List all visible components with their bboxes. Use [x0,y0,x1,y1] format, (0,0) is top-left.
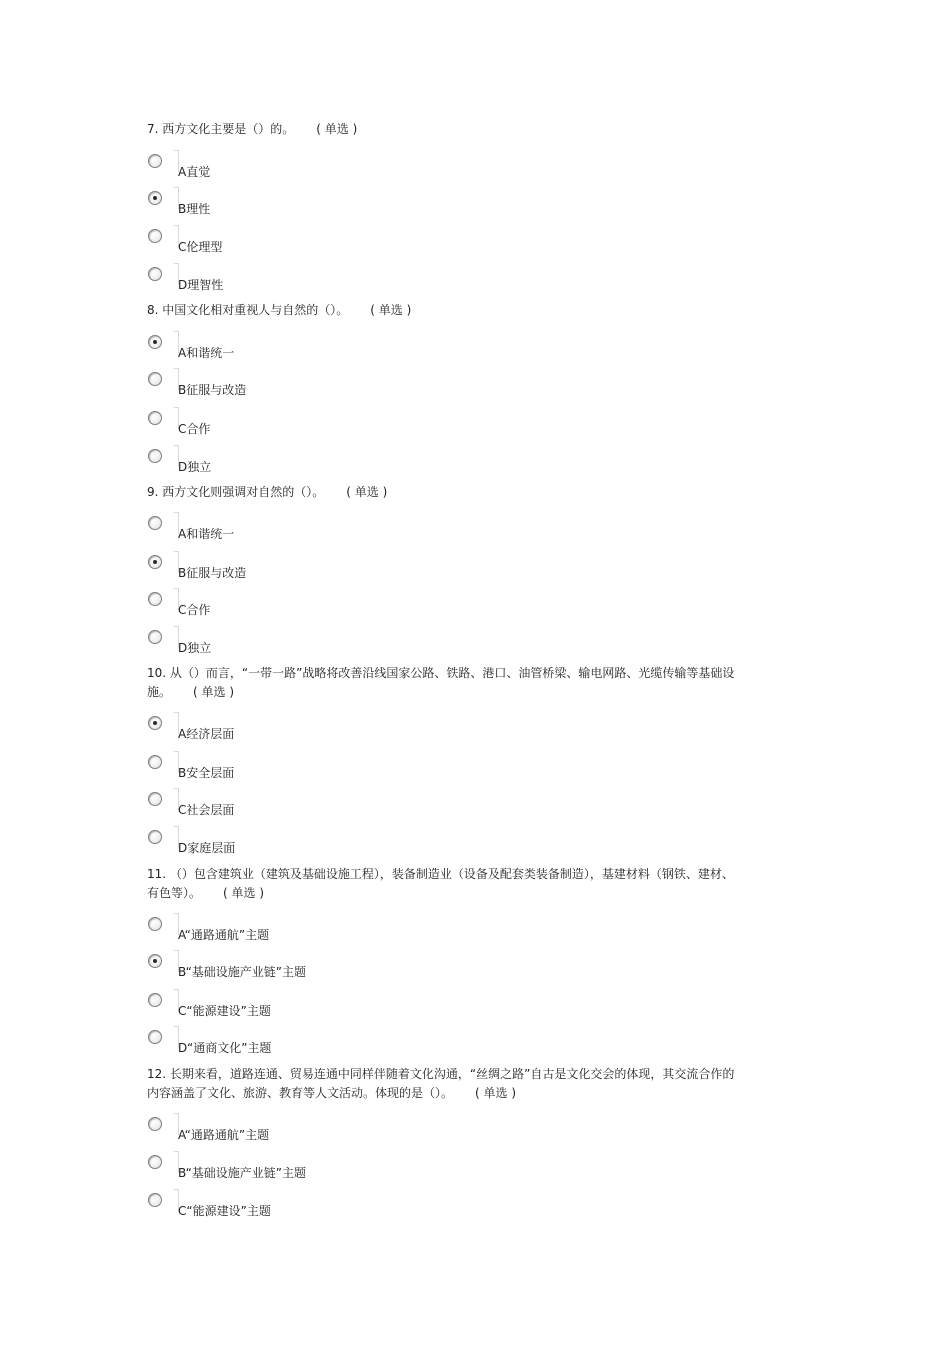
option-label: C“能源建设”主题 [178,1004,271,1018]
option-label: B“基础设施产业链”主题 [178,1166,307,1180]
option-10-c[interactable] [148,792,548,826]
option-12-b[interactable] [148,1155,548,1189]
option-label: C合作 [178,422,211,436]
radio-button[interactable] [148,917,162,931]
option-label: D理智性 [178,278,224,292]
option-label: D“通商文化”主题 [178,1041,272,1055]
option-7-d[interactable] [148,267,548,301]
radio-button[interactable] [148,755,162,769]
option-8-c[interactable] [148,411,548,445]
question-12-text: 12. 长期来看，道路连通、贸易连通中同样伴随着文化沟通，“丝绸之路”自古是文化交会的体现，其交流合作的内容涵盖了文化、旅游、教育等人文活动。体现的是（）。 ( 单选 ) [147,1067,735,1100]
option-10-a[interactable] [148,716,548,750]
question-type-label: ( 单选 ) [223,886,265,900]
question-11-text: 11. （）包含建筑业（建筑及基础设施工程），装备制造业（设备及配套类装备制造），基建材料（钢铁、建材、有色等）。 ( 单选 ) [147,867,734,900]
radio-button[interactable] [148,229,162,243]
option-label: A“通路通航”主题 [178,1128,270,1142]
radio-button[interactable] [148,1030,162,1044]
question-7-text: 7. 西方文化主要是（）的。 ( 单选 ) [147,122,358,136]
question-10-text: 10. 从（）而言，“一带一路”战略将改善沿线国家公路、铁路、港口、油管桥梁、输电网路、光缆传输等基础设施。 ( 单选 ) [147,666,735,699]
radio-button[interactable] [148,154,162,168]
option-label: A经济层面 [178,727,235,741]
radio-button-selected[interactable] [148,191,162,205]
option-8-b[interactable] [148,372,548,406]
option-7-b[interactable] [148,191,548,225]
radio-button[interactable] [148,993,162,1007]
option-9-c[interactable] [148,592,548,626]
radio-button[interactable] [148,792,162,806]
option-label: A直觉 [178,165,211,179]
option-11-c[interactable] [148,993,548,1027]
option-label: B理性 [178,202,211,216]
option-7-c[interactable] [148,229,548,263]
radio-button[interactable] [148,830,162,844]
option-label: D独立 [178,460,212,474]
radio-button[interactable] [148,592,162,606]
option-11-d[interactable] [148,1030,548,1064]
option-label: D独立 [178,641,212,655]
radio-button[interactable] [148,449,162,463]
option-9-b[interactable] [148,555,548,589]
option-label: C“能源建设”主题 [178,1204,271,1218]
question-8-text: 8. 中国文化相对重视人与自然的（）。 ( 单选 ) [147,303,412,317]
radio-button[interactable] [148,516,162,530]
option-10-d[interactable] [148,830,548,864]
option-label: B“基础设施产业链”主题 [178,965,307,979]
option-label: A和谐统一 [178,527,235,541]
option-label: C伦理型 [178,240,223,254]
option-11-b[interactable] [148,954,548,988]
option-12-c[interactable] [148,1193,548,1227]
option-label: C社会层面 [178,803,235,817]
radio-button-selected[interactable] [148,335,162,349]
option-8-d[interactable] [148,449,548,483]
option-label: D家庭层面 [178,841,236,855]
option-label: A和谐统一 [178,346,235,360]
option-9-d[interactable] [148,630,548,664]
radio-button[interactable] [148,1193,162,1207]
radio-button[interactable] [148,411,162,425]
option-7-a[interactable] [148,154,548,188]
question-type-label: ( 单选 ) [475,1086,517,1100]
option-label: B征服与改造 [178,566,247,580]
question-type-label: ( 单选 ) [316,122,358,136]
radio-button-selected[interactable] [148,954,162,968]
option-8-a[interactable] [148,335,548,369]
option-11-a[interactable] [148,917,548,951]
option-label: A“通路通航”主题 [178,928,270,942]
option-9-a[interactable] [148,516,548,550]
option-label: B安全层面 [178,766,235,780]
question-type-label: ( 单选 ) [370,303,412,317]
radio-button[interactable] [148,1155,162,1169]
question-type-label: ( 单选 ) [346,485,388,499]
radio-button[interactable] [148,1117,162,1131]
radio-button-selected[interactable] [148,716,162,730]
question-type-label: ( 单选 ) [193,685,235,699]
radio-button[interactable] [148,267,162,281]
option-label: C合作 [178,603,211,617]
option-12-a[interactable] [148,1117,548,1151]
question-9-text: 9. 西方文化则强调对自然的（）。 ( 单选 ) [147,485,388,499]
option-label: B征服与改造 [178,383,247,397]
option-10-b[interactable] [148,755,548,789]
radio-button-selected[interactable] [148,555,162,569]
radio-button[interactable] [148,372,162,386]
radio-button[interactable] [148,630,162,644]
